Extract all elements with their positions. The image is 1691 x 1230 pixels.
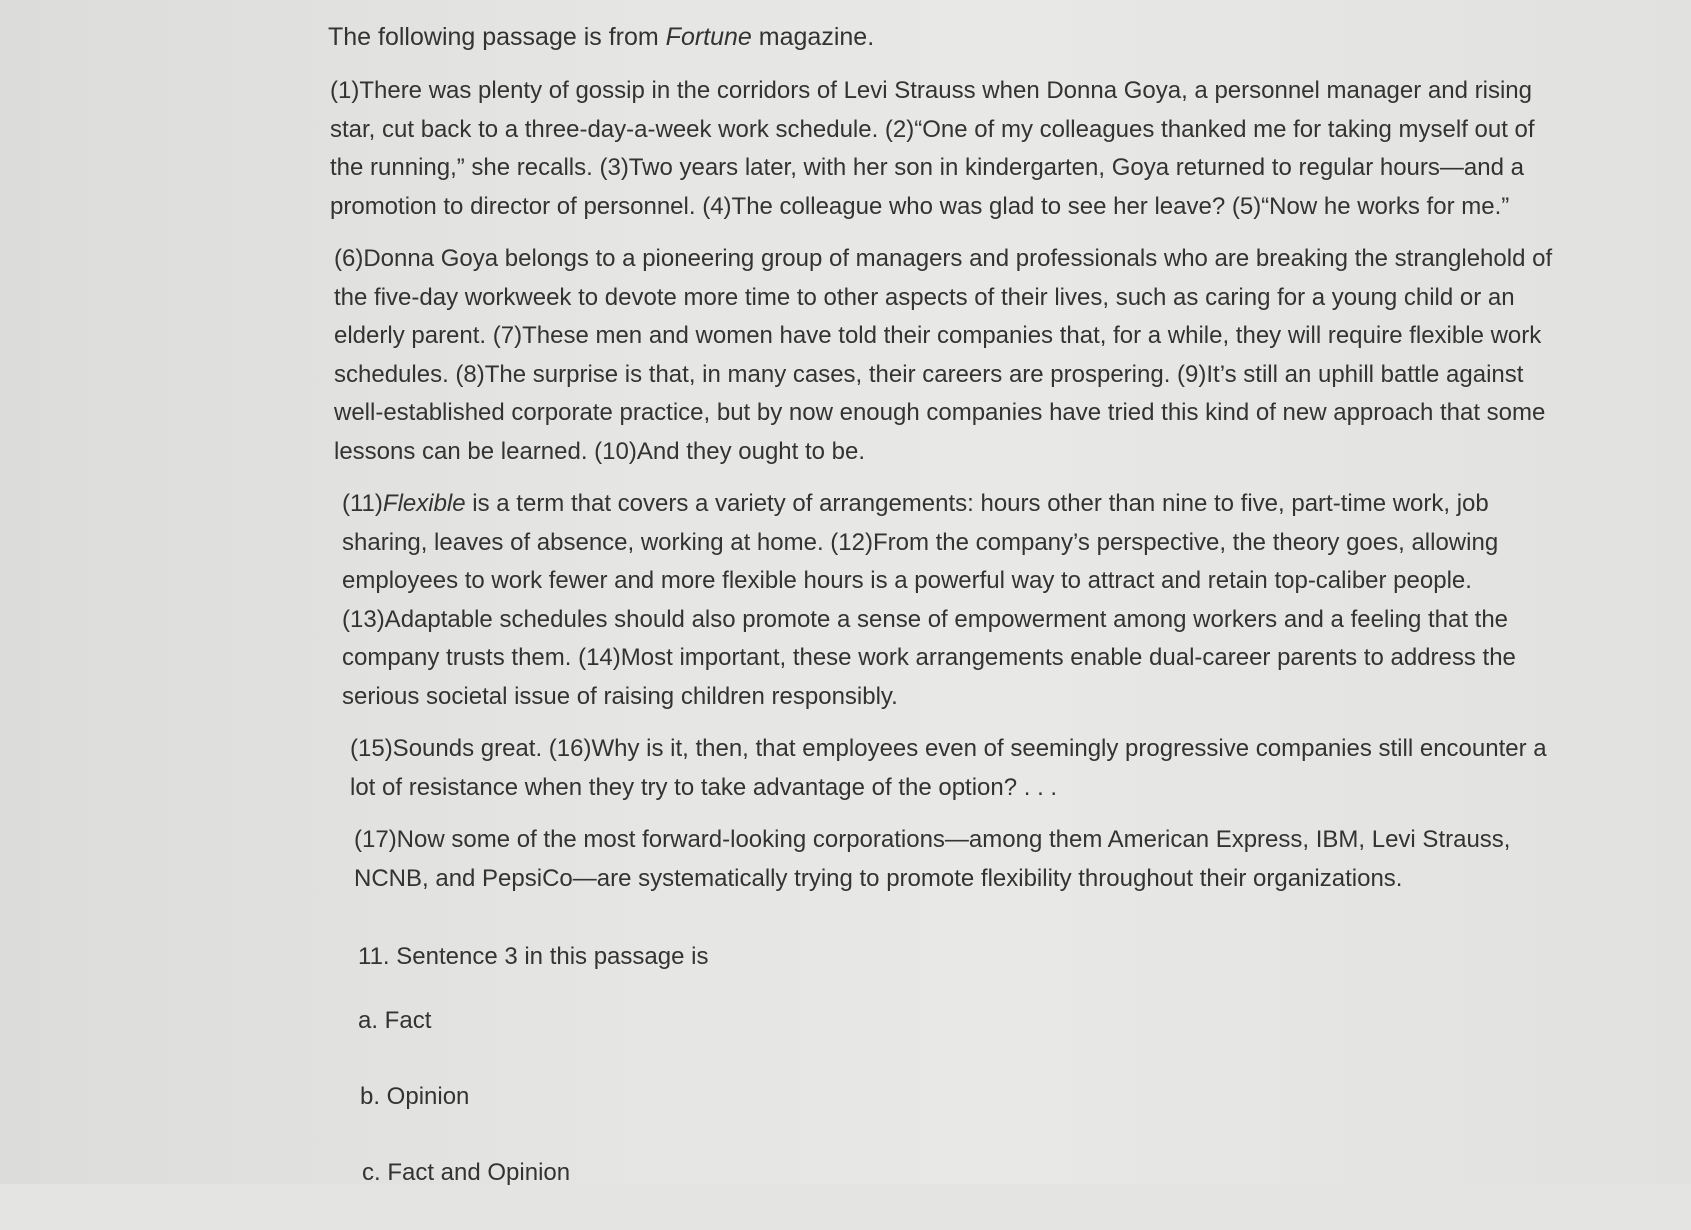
paragraph-3-number: (11): [342, 490, 383, 517]
option-b-opinion[interactable]: b. Opinion: [360, 1083, 470, 1110]
answer-options: [358, 1002, 1568, 1192]
passage-paragraph-2: (6)Donna Goya belongs to a pioneering group of managers and professionals who are breaking the stranglehold of the five-day workweek to devote more time to other aspects of their lives, such as caring for a young child or an elderly parent. (7)These men and women have told their companies that, for a while, they will require flexible work schedules. (8)The surprise is that, in many cases, their careers are prospering. (9)It’s still an uphill battle against well-established corporate practice, but by now enough companies have tried this kind of new approach that some lessons can be learned. (10)And they ought to be.: [334, 245, 1553, 465]
paragraph-3-text: is a term that covers a variety of arrangements: hours other than nine to five, part-time work, job sharing, leaves of absence, working at home. (12)From the company’s perspective, the theory goes, allowing employees to work fewer and more flexible hours is a powerful way to attract and retain top-caliber people. (13)Adaptable schedules should also promote a sense of empowerment among workers and a feeling that the company trusts them. (14)Most important, these work arrangements enable dual-career parents to address the serious societal issue of raising children responsibly.: [342, 490, 1516, 710]
intro-prefix: The following passage is from: [328, 23, 666, 51]
passage-paragraph-4: (15)Sounds great. (16)Why is it, then, that employees even of seemingly progressive companies still encounter a lot of resistance when they try to take advantage of the option? . . .: [350, 735, 1547, 801]
intro-suffix: magazine.: [751, 23, 875, 51]
passage-paragraph-1: (1)There was plenty of gossip in the corridors of Levi Strauss when Donna Goya, a personnel manager and rising star, cut back to a three-day-a-week work schedule. (2)“One of my colleagues thanked me for taking myself out of the running,” she recalls. (3)Two years later, with her son in kindergarten, Goya returned to regular hours—and a promotion to director of personnel. (4)The colleague who was glad to see her leave? (5)“Now he works for me.”: [330, 77, 1535, 220]
option-c-fact-and-opinion[interactable]: c. Fact and Opinion: [362, 1159, 571, 1186]
passage-paragraph-3: [342, 485, 1568, 716]
option-a-fact[interactable]: a. Fact: [358, 1007, 432, 1034]
intro-source: Fortune: [665, 23, 752, 51]
question-prompt: 11. Sentence 3 in this passage is: [358, 943, 709, 970]
passage-paragraph-5: (17)Now some of the most forward-looking corporations—among them American Express, IBM, Levi Strauss, NCNB, and PepsiCo—are systematically trying to promote flexibility throughout their organizations.: [354, 826, 1511, 892]
paragraph-3-italic-term: Flexible: [382, 490, 466, 517]
passage-intro: [328, 18, 1568, 56]
question-content: [328, 18, 1568, 1230]
